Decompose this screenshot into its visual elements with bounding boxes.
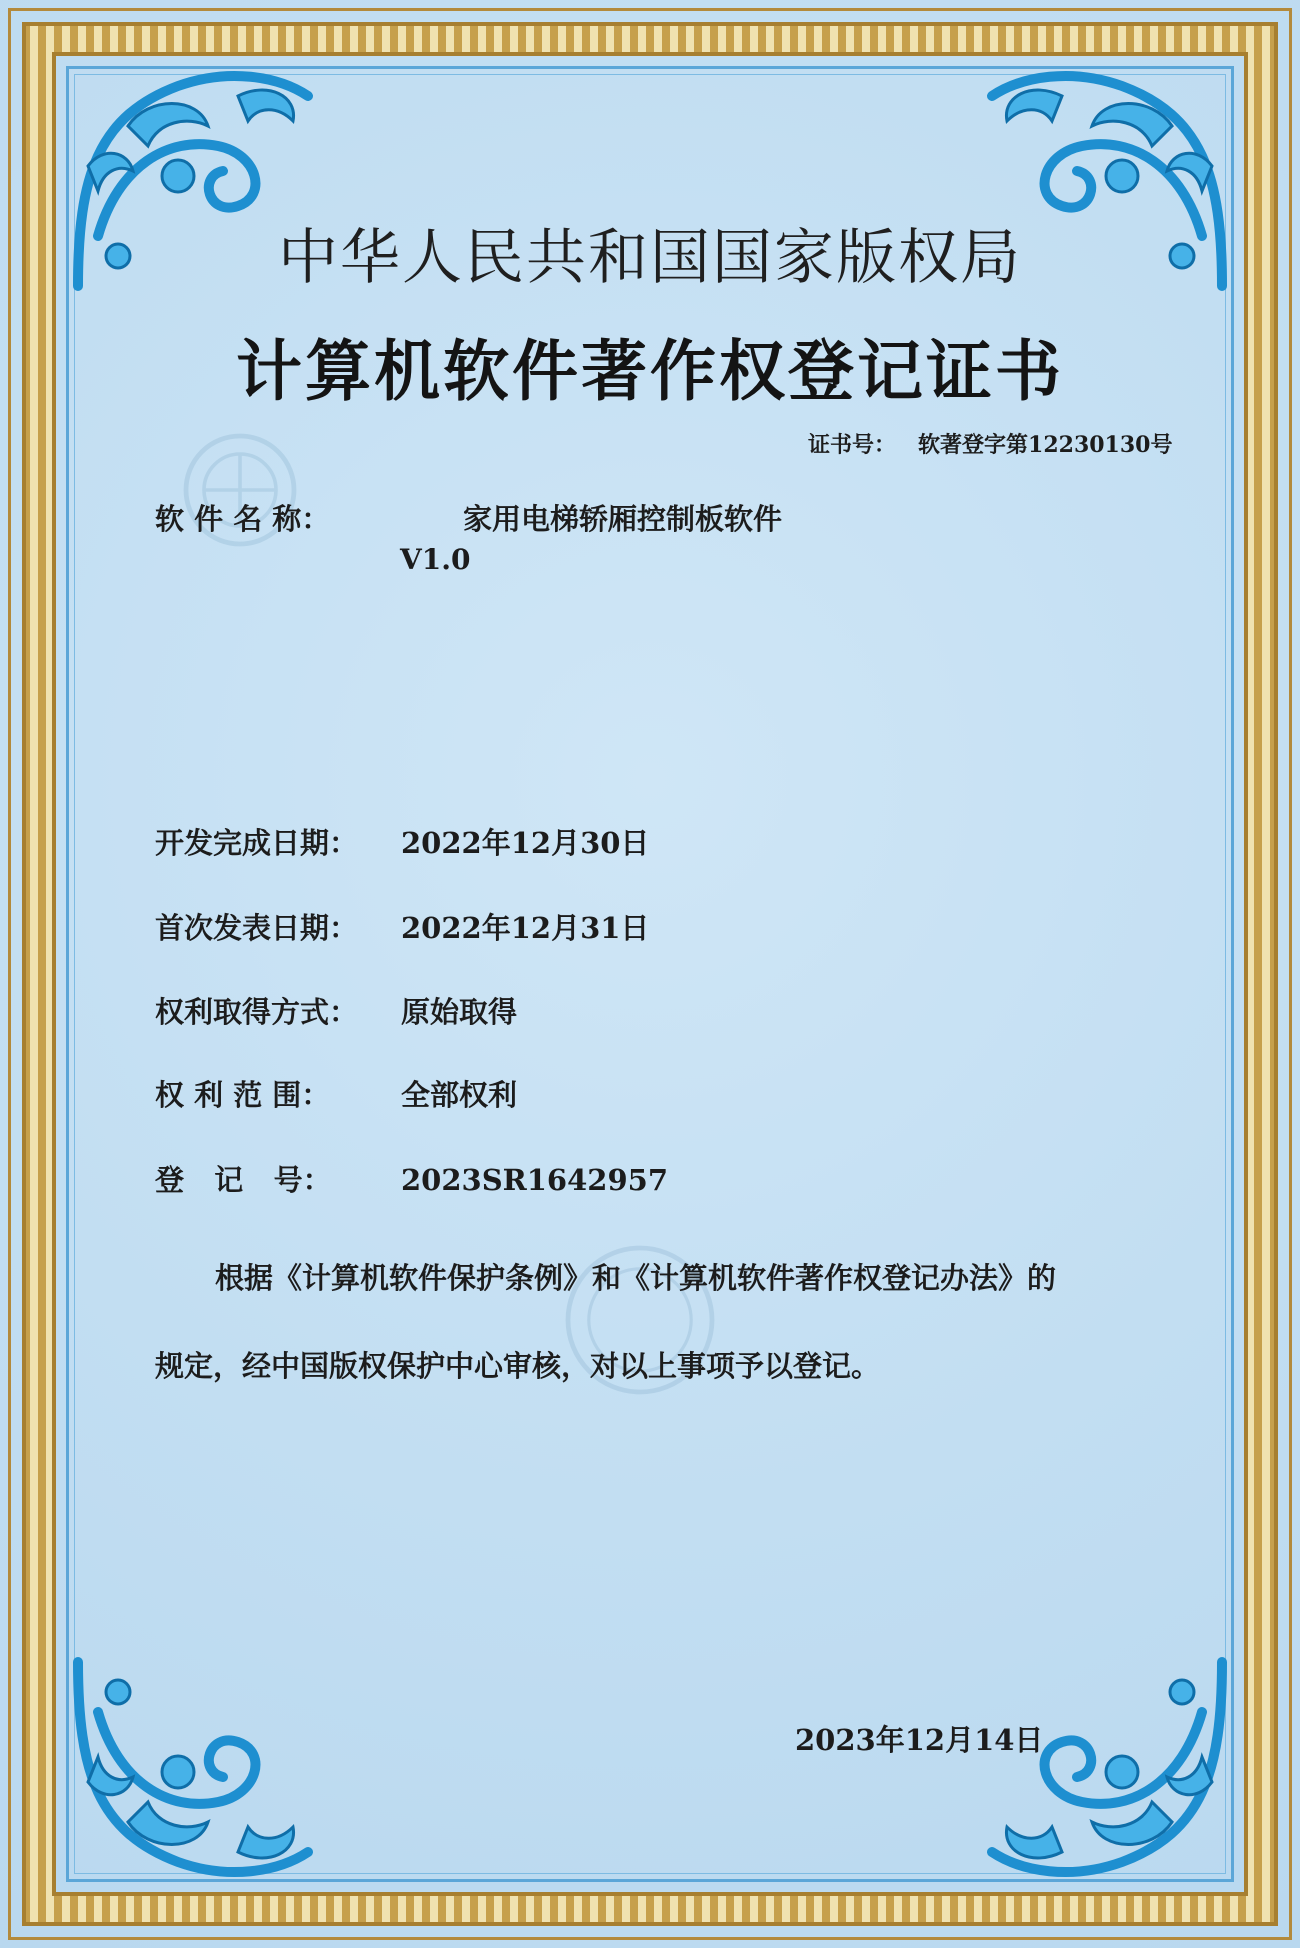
registration-number-label: 登 记 号：	[155, 1163, 332, 1197]
software-name-label: 软 件 名 称：	[155, 502, 331, 536]
statement-line-1: 根据《计算机软件保护条例》和《计算机软件著作权登记办法》的	[215, 1261, 1057, 1295]
issuer: 中华人民共和国国家版权局	[278, 223, 1022, 293]
acquisition-method-row	[155, 990, 517, 1031]
certificate-title: 计算机软件著作权登记证书	[236, 332, 1064, 410]
software-name-row	[155, 497, 455, 538]
certificate-number-value: 软著登字第12230130号	[918, 432, 1173, 458]
development-date-value: 2022年12月30日	[401, 826, 650, 860]
software-version: V1.0	[400, 543, 471, 576]
certificate-number-label: 证书号：	[808, 432, 897, 458]
rights-scope-value: 全部权利	[401, 1078, 518, 1112]
development-date-row	[155, 821, 649, 862]
corner-ornament-icon	[972, 1642, 1242, 1892]
acquisition-method-label: 权利取得方式：	[155, 995, 359, 1029]
certificate-number	[808, 428, 1172, 459]
statement-line-2: 规定，经中国版权保护中心审核，对以上事项予以登记。	[155, 1349, 881, 1383]
software-name-value: 家用电梯轿厢控制板软件	[463, 502, 783, 536]
corner-ornament-icon	[58, 1642, 328, 1892]
publication-date-label: 首次发表日期：	[155, 911, 359, 945]
registration-number-row	[155, 1158, 668, 1199]
publication-date-row	[155, 906, 649, 947]
rights-scope-row	[155, 1073, 517, 1114]
acquisition-method-value: 原始取得	[401, 995, 518, 1029]
development-date-label: 开发完成日期：	[155, 826, 359, 860]
publication-date-value: 2022年12月31日	[401, 911, 650, 945]
issue-date: 2023年12月14日	[795, 1723, 1044, 1757]
rights-scope-label: 权 利 范 围：	[155, 1078, 331, 1112]
registration-number-value: 2023SR1642957	[401, 1163, 669, 1197]
